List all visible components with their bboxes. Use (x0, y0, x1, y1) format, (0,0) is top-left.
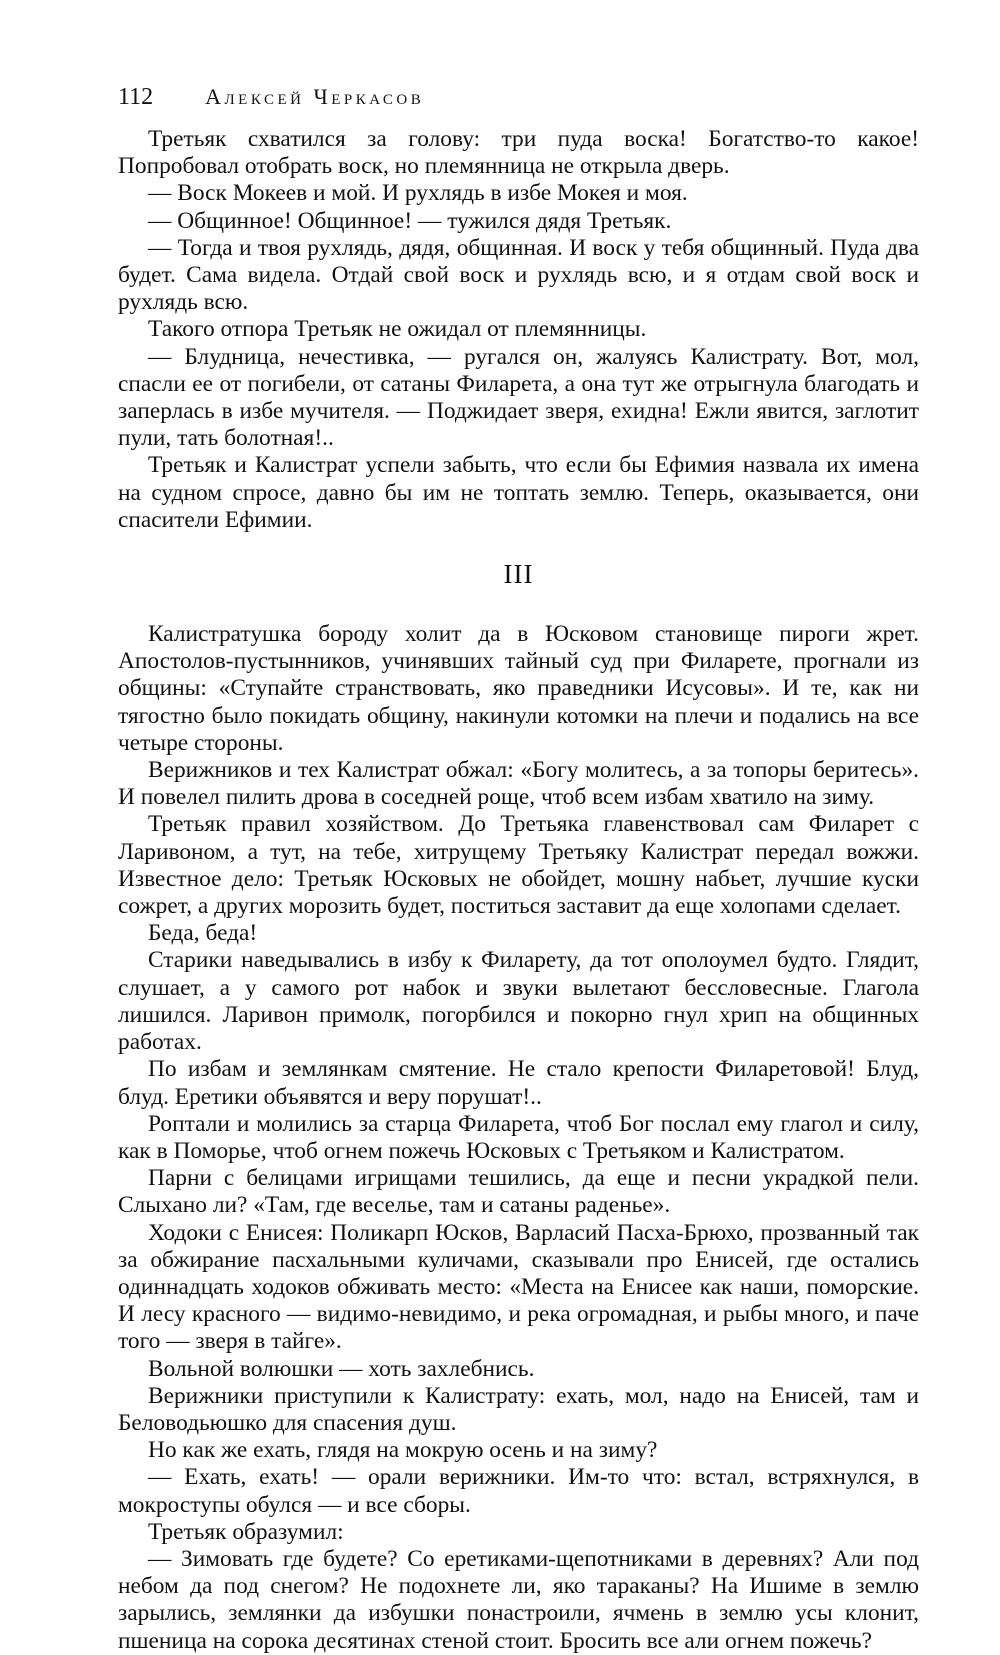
paragraph: Вольной волюшки — хоть захлебнись. (148, 1355, 535, 1382)
page-number: 112 (118, 84, 154, 110)
paragraph: — Воск Мокеев и мой. И рухлядь в избе Мокея и моя. (148, 180, 688, 207)
paragraph: Такого отпора Третьяк не ожидал от племянницы. (148, 316, 647, 343)
paragraph: Третьяк схватился за голову: три пуда воска! Богатство-то какое! Попробовал отобрать воск, но племянница не открыла дверь. (118, 126, 919, 180)
paragraph: Но как же ехать, глядя на мокрую осень и на зиму? (148, 1437, 658, 1464)
paragraph: — Блудница, нечестивка, — ругался он, жалуясь Калистрату. Вот, мол, спасли ее от погибели, от сатаны Филарета, а она тут же отрыгнула благодать и заперлась в избе мучителя. — Поджидает зверя, ехидна! Ежли явится, заглотит пули, тать болотная!.. (118, 343, 919, 452)
chapter-heading: III (503, 559, 534, 590)
book-page (118, 84, 919, 1655)
paragraph: Парни с белицами игрищами тешились, да еще и песни украдкой пели. Слыхано ли? «Там, где веселье, там и сатаны раденье». (118, 1165, 919, 1219)
paragraph: Калистратушка бороду холит да в Юсковом становище пироги жрет. Апостолов-пустынников, учинявших тайный суд при Филарете, прогнали из общины: «Ступайте странствовать, яко праведники Исусовы». И те, как ни тягостно было покидать общину, накинули котомки на плечи и подались на все четыре стороны. (118, 621, 919, 756)
body-text (118, 126, 919, 1655)
paragraph: — Тогда и твоя рухлядь, дядя, общинная. И воск у тебя общинный. Пуда два будет. Сама видела. Отдай свой воск и рухлядь всю, и я отдам свой воск и рухлядь всю. (118, 234, 919, 316)
paragraph: Третьяк образумил: (148, 1518, 344, 1545)
paragraph: Третьяк и Калистрат успели забыть, что если бы Ефимия назвала их имена на судном спросе, давно бы им не топтать землю. Теперь, оказывается, они спасители Ефимии. (118, 452, 919, 533)
running-head (118, 84, 919, 126)
paragraph: По избам и землянкам смятение. Не стало крепости Филаретовой! Блуд, блуд. Еретики объявятся и веру порушат!.. (118, 1056, 919, 1110)
paragraph: — Общинное! Общинное! — тужился дядя Третьяк. (148, 207, 672, 234)
paragraph: Беда, беда! (148, 920, 258, 947)
paragraph: Роптали и молились за старца Филарета, чтоб Бог послал ему глагол и силу, как в Поморье, чтоб огнем пожечь Юсковых с Третьяком и Калистратом. (118, 1110, 919, 1164)
paragraph: Ходоки с Енисея: Поликарп Юсков, Варласий Пасха-Брюхо, прозванный так за обжирание пасхальными куличами, сказывали про Енисей, где остались одиннадцать ходоков обживать место: «Места на Енисее как наши, поморские. И лесу красного — видимо-невидимо, и река огромадная, и рыбы много, и паче того — зверя в тайге». (118, 1219, 919, 1355)
paragraph: Третьяк правил хозяйством. До Третьяка главенствовал сам Филарет с Ларивоном, а тут, на тебе, хитрущему Третьяку Калистрат передал вожжи. Известное дело: Третьяк Юсковых не обойдет, мошну набьет, лучшие куски сожрет, а других морозить будет, поститься заставит да еще холопами сделает. (118, 811, 919, 920)
running-title: Алексей Черкасов (205, 84, 425, 109)
paragraph: Верижники приступили к Калистрату: ехать, мол, надо на Енисей, там и Беловодьюшко для спасения душ. (118, 1382, 919, 1436)
paragraph: — Зимовать где будете? Со еретиками-щепотниками в деревнях? Али под небом да под снегом? Не подохнете ли, яко тараканы? На Ишиме в землю зарылись, землянки да избушки понастроили, ячмень в землю усы клонит, пшеница на сорока десятинах стеной стоит. Бросить все али огнем пожечь? (118, 1545, 919, 1654)
paragraph: Старики наведывались в избу к Филарету, да тот ополоумел будто. Глядит, слушает, а у самого рот набок и звуки вылетают бессловесные. Глагола лишился. Ларивон примолк, погорбился и покорно гнул хрип на общинных работах. (118, 947, 919, 1056)
paragraph: Верижников и тех Калистрат обжал: «Богу молитесь, а за топоры беритесь». И повелел пилить дрова в соседней роще, чтоб всем избам хватило на зиму. (118, 757, 919, 811)
paragraph: — Ехать, ехать! — орали верижники. Им-то что: встал, встряхнулся, в мокроступы обулся — и все сборы. (118, 1464, 919, 1518)
